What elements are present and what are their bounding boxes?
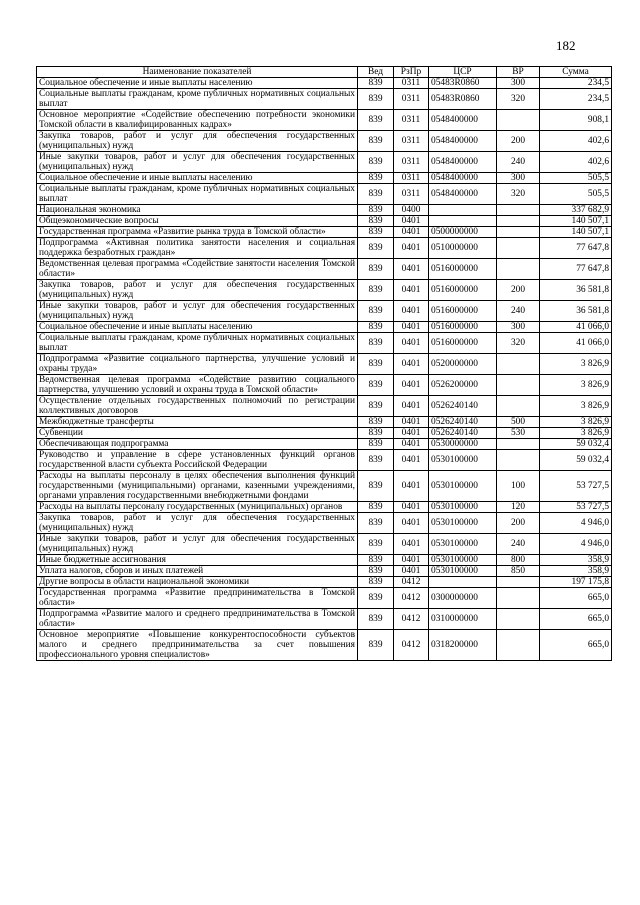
row-sum: 41 066,0 <box>540 333 612 354</box>
row-name: Социальное обеспечение и иные выплаты населению <box>37 173 358 184</box>
row-rzpr: 0401 <box>394 417 429 428</box>
row-sum: 3 826,9 <box>540 396 612 417</box>
row-rzpr: 0311 <box>394 89 429 110</box>
row-sum: 665,0 <box>540 630 612 661</box>
row-csr <box>429 205 497 216</box>
row-name: Иные закупки товаров, работ и услуг для обеспечения государственных (муниципальных) нужд <box>37 301 358 322</box>
table-row <box>37 89 612 110</box>
row-ved: 839 <box>358 471 394 502</box>
row-csr: 0548400000 <box>429 131 497 152</box>
row-csr: 0530100000 <box>429 566 497 577</box>
table-body <box>37 78 612 661</box>
row-name: Руководство и управление в сфере установленных функций органов государственной власти субъекта Российской Федерации <box>37 450 358 471</box>
row-vr <box>497 227 540 238</box>
row-sum: 665,0 <box>540 588 612 609</box>
row-name: Иные закупки товаров, работ и услуг для обеспечения государственных (муниципальных) нужд <box>37 152 358 173</box>
row-csr: 0526200000 <box>429 375 497 396</box>
row-rzpr: 0401 <box>394 513 429 534</box>
row-rzpr: 0401 <box>394 555 429 566</box>
row-ved: 839 <box>358 227 394 238</box>
row-ved: 839 <box>358 301 394 322</box>
row-sum: 234,5 <box>540 78 612 89</box>
row-csr: 05483R0860 <box>429 78 497 89</box>
row-ved: 839 <box>358 577 394 588</box>
row-csr: 0548400000 <box>429 110 497 131</box>
table-row <box>37 227 612 238</box>
row-sum: 908,1 <box>540 110 612 131</box>
row-sum: 505,5 <box>540 173 612 184</box>
row-rzpr: 0401 <box>394 439 429 450</box>
table-row <box>37 588 612 609</box>
row-vr <box>497 354 540 375</box>
row-sum: 337 682,9 <box>540 205 612 216</box>
row-name: Подпрограмма «Активная политика занятости населения и социальная поддержка безработных граждан» <box>37 238 358 259</box>
row-ved: 839 <box>358 417 394 428</box>
row-name: Ведомственная целевая программа «Содействие занятости населения Томской области» <box>37 259 358 280</box>
row-ved: 839 <box>358 588 394 609</box>
row-name: Расходы на выплаты персоналу государственных (муниципальных) органов <box>37 502 358 513</box>
row-name: Закупка товаров, работ и услуг для обеспечения государственных (муниципальных) нужд <box>37 280 358 301</box>
table-row <box>37 280 612 301</box>
row-sum: 77 647,8 <box>540 238 612 259</box>
row-name: Другие вопросы в области национальной экономики <box>37 577 358 588</box>
row-ved: 839 <box>358 110 394 131</box>
row-vr <box>497 375 540 396</box>
row-rzpr: 0401 <box>394 333 429 354</box>
row-ved: 839 <box>358 609 394 630</box>
row-ved: 839 <box>358 152 394 173</box>
row-name: Закупка товаров, работ и услуг для обеспечения государственных (муниципальных) нужд <box>37 513 358 534</box>
row-vr: 300 <box>497 78 540 89</box>
row-name: Основное мероприятие «Содействие обеспечению потребности экономики Томской области в квалифицированных кадрах» <box>37 110 358 131</box>
row-ved: 839 <box>358 238 394 259</box>
row-name: Основное мероприятие «Повышение конкурентоспособности субъектов малого и среднего предпринимательства за счет повышения профессионального уровня специалистов» <box>37 630 358 661</box>
row-rzpr: 0401 <box>394 216 429 227</box>
row-sum: 402,6 <box>540 131 612 152</box>
row-csr: 0318200000 <box>429 630 497 661</box>
row-csr: 0500000000 <box>429 227 497 238</box>
row-rzpr: 0401 <box>394 259 429 280</box>
table-row <box>37 259 612 280</box>
row-sum: 140 507,1 <box>540 216 612 227</box>
row-csr: 0530000000 <box>429 439 497 450</box>
row-csr: 0530100000 <box>429 513 497 534</box>
row-rzpr: 0401 <box>394 238 429 259</box>
row-csr: 0548400000 <box>429 173 497 184</box>
table-row <box>37 630 612 661</box>
row-sum: 4 946,0 <box>540 513 612 534</box>
row-ved: 839 <box>358 131 394 152</box>
row-vr: 120 <box>497 502 540 513</box>
table-row <box>37 428 612 439</box>
row-rzpr: 0401 <box>394 566 429 577</box>
row-vr: 850 <box>497 566 540 577</box>
row-name: Национальная экономика <box>37 205 358 216</box>
row-csr: 0526240140 <box>429 396 497 417</box>
row-ved: 839 <box>358 78 394 89</box>
row-sum: 41 066,0 <box>540 322 612 333</box>
table-row <box>37 555 612 566</box>
table-row <box>37 502 612 513</box>
row-csr: 0516000000 <box>429 301 497 322</box>
row-csr: 0516000000 <box>429 333 497 354</box>
row-rzpr: 0401 <box>394 428 429 439</box>
table-row <box>37 450 612 471</box>
row-rzpr: 0401 <box>394 301 429 322</box>
header-ved: Вед <box>358 67 394 78</box>
row-vr <box>497 439 540 450</box>
row-name: Уплата налогов, сборов и иных платежей <box>37 566 358 577</box>
row-rzpr: 0412 <box>394 577 429 588</box>
table-row <box>37 173 612 184</box>
row-ved: 839 <box>358 630 394 661</box>
row-name: Субвенции <box>37 428 358 439</box>
header-csr: ЦСР <box>429 67 497 78</box>
row-vr: 320 <box>497 184 540 205</box>
row-rzpr: 0401 <box>394 534 429 555</box>
row-csr: 0548400000 <box>429 152 497 173</box>
row-vr <box>497 609 540 630</box>
row-ved: 839 <box>358 89 394 110</box>
row-name: Межбюджетные трансферты <box>37 417 358 428</box>
row-vr: 320 <box>497 89 540 110</box>
row-rzpr: 0401 <box>394 280 429 301</box>
row-vr: 300 <box>497 322 540 333</box>
row-ved: 839 <box>358 439 394 450</box>
row-sum: 140 507,1 <box>540 227 612 238</box>
row-ved: 839 <box>358 428 394 439</box>
row-sum: 3 826,9 <box>540 417 612 428</box>
row-ved: 839 <box>358 354 394 375</box>
row-name: Иные бюджетные ассигнования <box>37 555 358 566</box>
row-csr: 0530100000 <box>429 502 497 513</box>
row-ved: 839 <box>358 513 394 534</box>
row-name: Общеэкономические вопросы <box>37 216 358 227</box>
row-sum: 36 581,8 <box>540 280 612 301</box>
table-row <box>37 417 612 428</box>
header-vr: ВР <box>497 67 540 78</box>
table-row <box>37 110 612 131</box>
row-rzpr: 0311 <box>394 152 429 173</box>
row-vr <box>497 110 540 131</box>
row-csr: 0530100000 <box>429 555 497 566</box>
row-sum: 665,0 <box>540 609 612 630</box>
row-ved: 839 <box>358 534 394 555</box>
table-row <box>37 152 612 173</box>
row-vr: 200 <box>497 280 540 301</box>
row-ved: 839 <box>358 375 394 396</box>
row-sum: 505,5 <box>540 184 612 205</box>
row-rzpr: 0311 <box>394 131 429 152</box>
row-name: Социальные выплаты гражданам, кроме публичных нормативных социальных выплат <box>37 89 358 110</box>
row-rzpr: 0401 <box>394 227 429 238</box>
row-sum: 59 032,4 <box>540 450 612 471</box>
table-row <box>37 439 612 450</box>
row-sum: 77 647,8 <box>540 259 612 280</box>
row-csr: 0510000000 <box>429 238 497 259</box>
row-name: Обеспечивающая подпрограмма <box>37 439 358 450</box>
row-rzpr: 0311 <box>394 173 429 184</box>
row-sum: 234,5 <box>540 89 612 110</box>
row-sum: 59 032,4 <box>540 439 612 450</box>
row-ved: 839 <box>358 502 394 513</box>
row-sum: 402,6 <box>540 152 612 173</box>
row-rzpr: 0311 <box>394 184 429 205</box>
row-ved: 839 <box>358 259 394 280</box>
row-sum: 53 727,5 <box>540 471 612 502</box>
row-csr: 0516000000 <box>429 322 497 333</box>
row-rzpr: 0400 <box>394 205 429 216</box>
header-name: Наименование показателей <box>37 67 358 78</box>
table-row <box>37 577 612 588</box>
row-vr: 500 <box>497 417 540 428</box>
table-row <box>37 301 612 322</box>
table-row <box>37 471 612 502</box>
row-ved: 839 <box>358 216 394 227</box>
row-ved: 839 <box>358 322 394 333</box>
row-vr <box>497 450 540 471</box>
row-csr: 05483R0860 <box>429 89 497 110</box>
table-row <box>37 205 612 216</box>
row-vr: 200 <box>497 131 540 152</box>
row-vr: 300 <box>497 173 540 184</box>
table-row <box>37 131 612 152</box>
row-name: Иные закупки товаров, работ и услуг для обеспечения государственных (муниципальных) нужд <box>37 534 358 555</box>
row-sum: 3 826,9 <box>540 375 612 396</box>
row-csr: 0516000000 <box>429 280 497 301</box>
table-row <box>37 375 612 396</box>
row-vr <box>497 238 540 259</box>
table-row <box>37 238 612 259</box>
table-row <box>37 184 612 205</box>
table-row <box>37 216 612 227</box>
row-csr: 0300000000 <box>429 588 497 609</box>
row-vr <box>497 259 540 280</box>
row-sum: 358,9 <box>540 555 612 566</box>
row-rzpr: 0401 <box>394 471 429 502</box>
header-rzpr: РзПр <box>394 67 429 78</box>
budget-table <box>36 66 612 661</box>
row-csr <box>429 577 497 588</box>
row-vr: 320 <box>497 333 540 354</box>
row-csr: 0548400000 <box>429 184 497 205</box>
row-name: Осуществление отдельных государственных полномочий по регистрации коллективных договоров <box>37 396 358 417</box>
row-name: Государственная программа «Развитие предпринимательства в Томской области» <box>37 588 358 609</box>
table-row <box>37 396 612 417</box>
row-sum: 53 727,5 <box>540 502 612 513</box>
row-ved: 839 <box>358 566 394 577</box>
row-csr: 0526240140 <box>429 417 497 428</box>
row-ved: 839 <box>358 396 394 417</box>
row-name: Социальные выплаты гражданам, кроме публичных нормативных социальных выплат <box>37 333 358 354</box>
row-name: Расходы на выплаты персоналу в целях обеспечения выполнения функций государственными (муниципальными) органами, казенными учреждениями, органами управления государственными внебюджетными фондами <box>37 471 358 502</box>
row-ved: 839 <box>358 450 394 471</box>
table-row <box>37 322 612 333</box>
table-row <box>37 78 612 89</box>
row-sum: 358,9 <box>540 566 612 577</box>
row-vr: 800 <box>497 555 540 566</box>
row-sum: 36 581,8 <box>540 301 612 322</box>
row-ved: 839 <box>358 184 394 205</box>
row-name: Социальное обеспечение и иные выплаты населению <box>37 322 358 333</box>
row-rzpr: 0401 <box>394 354 429 375</box>
row-name: Социальное обеспечение и иные выплаты населению <box>37 78 358 89</box>
row-ved: 839 <box>358 280 394 301</box>
row-csr: 0530100000 <box>429 534 497 555</box>
row-vr <box>497 396 540 417</box>
row-vr <box>497 588 540 609</box>
row-rzpr: 0412 <box>394 630 429 661</box>
table-row <box>37 534 612 555</box>
row-sum: 197 175,8 <box>540 577 612 588</box>
row-sum: 3 826,9 <box>540 354 612 375</box>
row-vr: 240 <box>497 534 540 555</box>
row-rzpr: 0311 <box>394 78 429 89</box>
row-vr <box>497 216 540 227</box>
row-csr: 0310000000 <box>429 609 497 630</box>
row-name: Подпрограмма «Развитие социального партнерства, улучшение условий и охраны труда» <box>37 354 358 375</box>
row-csr: 0530100000 <box>429 450 497 471</box>
row-rzpr: 0412 <box>394 588 429 609</box>
row-rzpr: 0401 <box>394 502 429 513</box>
row-sum: 4 946,0 <box>540 534 612 555</box>
row-vr <box>497 577 540 588</box>
row-rzpr: 0401 <box>394 375 429 396</box>
row-sum: 3 826,9 <box>540 428 612 439</box>
row-vr: 200 <box>497 513 540 534</box>
row-vr: 240 <box>497 152 540 173</box>
row-ved: 839 <box>358 173 394 184</box>
table-row <box>37 354 612 375</box>
row-name: Закупка товаров, работ и услуг для обеспечения государственных (муниципальных) нужд <box>37 131 358 152</box>
row-name: Подпрограмма «Развитие малого и среднего предпринимательства в Томской области» <box>37 609 358 630</box>
row-ved: 839 <box>358 555 394 566</box>
row-rzpr: 0412 <box>394 609 429 630</box>
row-name: Социальные выплаты гражданам, кроме публичных нормативных социальных выплат <box>37 184 358 205</box>
row-name: Государственная программа «Развитие рынка труда в Томской области» <box>37 227 358 238</box>
row-rzpr: 0401 <box>394 450 429 471</box>
row-name: Ведомственная целевая программа «Содействие развитию социального партнерства, улучшению условий и охраны труда в Томской области» <box>37 375 358 396</box>
table-header-row <box>37 67 612 78</box>
row-rzpr: 0401 <box>394 322 429 333</box>
row-vr: 240 <box>497 301 540 322</box>
page-number: 182 <box>556 38 576 53</box>
header-sum: Сумма <box>540 67 612 78</box>
row-csr: 0520000000 <box>429 354 497 375</box>
table-row <box>37 333 612 354</box>
table-row <box>37 513 612 534</box>
row-csr <box>429 216 497 227</box>
row-csr: 0530100000 <box>429 471 497 502</box>
row-vr <box>497 630 540 661</box>
row-rzpr: 0401 <box>394 396 429 417</box>
row-vr: 530 <box>497 428 540 439</box>
row-vr: 100 <box>497 471 540 502</box>
row-vr <box>497 205 540 216</box>
table-row <box>37 609 612 630</box>
row-ved: 839 <box>358 333 394 354</box>
row-rzpr: 0311 <box>394 110 429 131</box>
table-row <box>37 566 612 577</box>
row-csr: 0526240140 <box>429 428 497 439</box>
row-csr: 0516000000 <box>429 259 497 280</box>
row-ved: 839 <box>358 205 394 216</box>
